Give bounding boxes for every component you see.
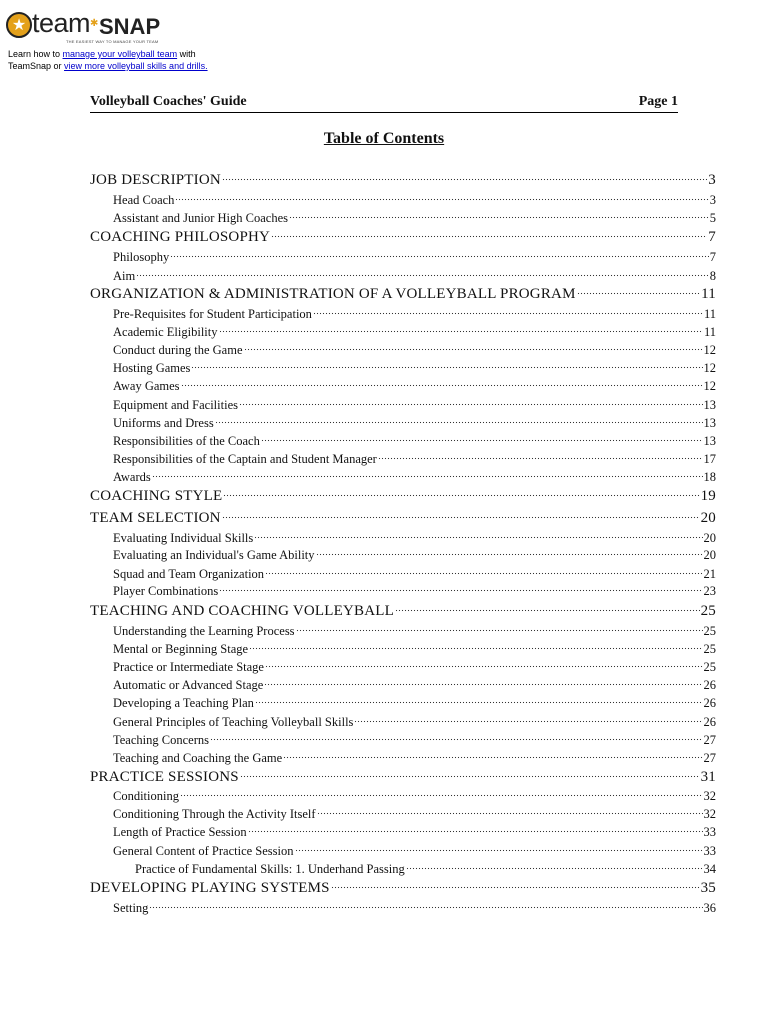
toc-entry[interactable] — [113, 641, 716, 657]
toc-entry-page: 36 — [703, 901, 716, 915]
toc-dot-leader — [265, 566, 702, 578]
toc-dot-leader — [316, 547, 703, 559]
toc-entry[interactable] — [113, 469, 716, 485]
toc-entry-title: Practice or Intermediate Stage — [113, 660, 264, 674]
toc-entry[interactable] — [113, 192, 716, 208]
toc-entry-title: Equipment and Facilities — [113, 398, 238, 412]
toc-dot-leader — [264, 677, 702, 689]
toc-entry-page: 13 — [703, 416, 716, 430]
toc-entry-page: 12 — [703, 361, 716, 375]
toc-entry[interactable] — [90, 510, 716, 527]
toc-entry[interactable] — [113, 306, 716, 322]
toc-entry-page: 7 — [708, 229, 716, 245]
toc-entry-page: 8 — [709, 269, 716, 283]
toc-title: Table of Contents — [323, 130, 445, 147]
toc-entry-title: Head Coach — [113, 193, 175, 207]
page-number: Page 1 — [638, 94, 678, 109]
toc-entry-title: Aim — [113, 269, 136, 283]
toc-entry-title: Understanding the Learning Process — [113, 624, 295, 638]
toc-entry[interactable] — [113, 324, 716, 340]
document-title: Volleyball Coaches' Guide — [90, 94, 247, 109]
toc-dot-leader — [149, 900, 702, 912]
toc-entry[interactable] — [113, 249, 716, 265]
toc-entry-page: 11 — [701, 286, 716, 302]
toc-entry-title: Hosting Games — [113, 361, 191, 375]
toc-entry[interactable] — [113, 342, 716, 358]
toc-dot-leader — [152, 469, 703, 481]
toc-dot-leader — [175, 192, 708, 204]
toc-dot-leader — [223, 488, 699, 500]
toc-entry-page: 33 — [703, 825, 716, 839]
toc-entry[interactable] — [113, 268, 716, 284]
toc-entry-page: 32 — [703, 807, 716, 821]
toc-entry[interactable] — [113, 659, 716, 675]
toc-entry-page: 17 — [703, 452, 716, 466]
toc-dot-leader — [395, 603, 700, 615]
toc-entry[interactable] — [90, 880, 716, 897]
toc-entry-title: Away Games — [113, 379, 180, 393]
toc-dot-leader — [136, 268, 709, 280]
toc-entry[interactable] — [90, 488, 716, 505]
toc-entry-page: 32 — [703, 789, 716, 803]
toc-dot-leader — [170, 249, 708, 261]
toc-entry[interactable] — [113, 824, 716, 840]
toc-dot-leader — [215, 415, 703, 427]
logo-snap-text: SNAP — [99, 14, 161, 39]
toc-entry[interactable] — [113, 547, 716, 563]
toc-entry[interactable] — [113, 360, 716, 376]
toc-entry-page: 11 — [703, 325, 716, 339]
toc-entry[interactable] — [113, 750, 716, 766]
toc-entry[interactable] — [113, 583, 716, 599]
toc-dot-leader — [271, 229, 707, 241]
toc-dot-leader — [222, 172, 707, 184]
toc-entry-title: Conditioning — [113, 789, 179, 803]
toc-entry[interactable] — [113, 732, 716, 748]
promo-text — [8, 48, 208, 72]
toc-entry-title: Automatic or Advanced Stage — [113, 678, 264, 692]
toc-dot-leader — [219, 324, 703, 336]
toc-entry-title: Developing a Teaching Plan — [113, 696, 254, 710]
toc-dot-leader — [317, 806, 703, 818]
toc-entry-page: 12 — [703, 379, 716, 393]
promo-line-1 — [8, 48, 208, 60]
toc-dot-leader — [239, 397, 703, 409]
toc-dot-leader — [354, 714, 702, 726]
toc-entry-title: JOB DESCRIPTION — [90, 172, 221, 188]
toc-dot-leader — [289, 210, 709, 222]
toc-dot-leader — [378, 451, 703, 463]
toc-entry[interactable] — [90, 172, 716, 189]
toc-entry[interactable] — [113, 415, 716, 431]
toc-entry-page: 25 — [703, 624, 716, 638]
toc-dot-leader — [283, 750, 702, 762]
toc-entry-page: 19 — [700, 488, 716, 504]
toc-entry-page: 23 — [703, 584, 716, 598]
toc-dot-leader — [295, 843, 703, 855]
toc-entry-title: TEAM SELECTION — [90, 510, 221, 526]
toc-entry-title: TEACHING AND COACHING VOLLEYBALL — [90, 603, 395, 619]
toc-dot-leader — [191, 360, 702, 372]
toc-entry-page: 7 — [709, 250, 716, 264]
promo-line-2 — [8, 60, 208, 72]
toc-entry-title: Evaluating an Individual's Game Ability — [113, 548, 315, 562]
toc-entry-page: 20 — [703, 548, 716, 562]
toc-entry-page: 26 — [703, 678, 716, 692]
toc-entry-page: 13 — [703, 434, 716, 448]
toc-entry-title: COACHING STYLE — [90, 488, 223, 504]
toc-entry[interactable] — [113, 378, 716, 394]
promo-line-1-prefix: Learn how to — [8, 49, 63, 59]
star-icon: ★ — [6, 12, 32, 38]
toc-entry-page: 3 — [708, 172, 716, 188]
toc-entry-page: 25 — [703, 660, 716, 674]
toc-entry-page: 11 — [703, 307, 716, 321]
toc-entry[interactable] — [113, 530, 716, 546]
toc-entry-title: Awards — [113, 470, 151, 484]
toc-entry-page: 31 — [700, 769, 716, 785]
toc-entry[interactable] — [113, 451, 716, 467]
teamsnap-logo — [6, 8, 161, 44]
toc-entry[interactable] — [90, 603, 716, 620]
toc-entry-page: 27 — [703, 751, 716, 765]
toc-entry-title: Philosophy — [113, 250, 170, 264]
toc-dot-leader — [181, 378, 703, 390]
toc-dot-leader — [244, 342, 703, 354]
toc-dot-leader — [265, 659, 703, 671]
toc-entry-page: 20 — [703, 531, 716, 545]
toc-dot-leader — [296, 623, 703, 635]
toc-entry-title: Academic Eligibility — [113, 325, 218, 339]
toc-entry-title: Uniforms and Dress — [113, 416, 214, 430]
toc-dot-leader — [249, 641, 702, 653]
toc-entry[interactable] — [113, 806, 716, 822]
toc-dot-leader — [577, 286, 701, 298]
toc-entry[interactable] — [113, 623, 716, 639]
toc-entry[interactable] — [113, 843, 716, 859]
toc-entry-title: Conduct during the Game — [113, 343, 243, 357]
toc-entry-title: Responsibilities of the Coach — [113, 434, 260, 448]
page-header — [90, 94, 678, 113]
toc-entry-page: 3 — [709, 193, 716, 207]
toc-entry[interactable] — [113, 566, 716, 582]
toc-entry-title: ORGANIZATION & ADMINISTRATION OF A VOLLEYBALL PROGRAM — [90, 286, 576, 302]
toc-dot-leader — [255, 695, 703, 707]
logo-team-text: team — [32, 8, 91, 38]
toc-dot-leader — [248, 824, 703, 836]
toc-entry-page: 34 — [703, 862, 716, 876]
toc-entry[interactable] — [113, 677, 716, 693]
toc-entry[interactable] — [113, 397, 716, 413]
toc-entry-page: 35 — [700, 880, 716, 896]
toc-dot-leader — [240, 769, 700, 781]
toc-entry-page: 33 — [703, 844, 716, 858]
toc-entry-title: DEVELOPING PLAYING SYSTEMS — [90, 880, 330, 896]
toc-entry[interactable] — [90, 229, 716, 246]
toc-entry-title: Squad and Team Organization — [113, 567, 265, 581]
promo-line-1-suffix: with — [177, 49, 196, 59]
toc-entry-title: Practice of Fundamental Skills: 1. Underhand Passing — [135, 862, 405, 876]
logo-separator-icon: ✱ — [90, 18, 99, 29]
toc-entry[interactable] — [113, 433, 716, 449]
toc-entry-title: COACHING PHILOSOPHY — [90, 229, 271, 245]
toc-dot-leader — [222, 510, 700, 522]
toc-entry-title: Responsibilities of the Captain and Student Manager — [113, 452, 377, 466]
toc-entry-title: General Content of Practice Session — [113, 844, 294, 858]
toc-entry-page: 13 — [703, 398, 716, 412]
toc-entry-page: 25 — [700, 603, 716, 619]
toc-dot-leader — [261, 433, 703, 445]
toc-entry-title: Pre-Requisites for Student Participation — [113, 307, 312, 321]
manage-team-link[interactable]: manage your volleyball team — [62, 49, 178, 59]
toc-entry-page: 25 — [703, 642, 716, 656]
toc-entry-title: Teaching and Coaching the Game — [113, 751, 283, 765]
toc-entry-title: PRACTICE SESSIONS — [90, 769, 239, 785]
toc-entry-page: 21 — [703, 567, 716, 581]
toc-dot-leader — [219, 583, 702, 595]
toc-dot-leader — [210, 732, 703, 744]
toc-entry-page: 5 — [709, 211, 716, 225]
toc-entry-page: 20 — [700, 510, 716, 526]
toc-entry-page: 27 — [703, 733, 716, 747]
toc-dot-leader — [406, 861, 703, 873]
toc-entry-title: Length of Practice Session — [113, 825, 247, 839]
toc-entry-title: Conditioning Through the Activity Itself — [113, 807, 316, 821]
toc-entry-page: 18 — [703, 470, 716, 484]
toc-entry-title: Player Combinations — [113, 584, 219, 598]
toc-entry-title: Evaluating Individual Skills — [113, 531, 254, 545]
view-drills-link[interactable]: view more volleyball skills and drills. — [64, 61, 208, 71]
toc-entry[interactable] — [113, 900, 716, 916]
toc-entry-title: Teaching Concerns — [113, 733, 209, 747]
toc-dot-leader — [254, 530, 702, 542]
toc-dot-leader — [313, 306, 703, 318]
toc-entry-title: Mental or Beginning Stage — [113, 642, 249, 656]
logo-tagline: THE EASIEST WAY TO MANAGE YOUR TEAM — [66, 39, 159, 44]
toc-entry[interactable] — [90, 286, 716, 303]
toc-entry-page: 12 — [703, 343, 716, 357]
promo-line-2-prefix: TeamSnap or — [8, 61, 65, 71]
toc-entry-page: 26 — [703, 715, 716, 729]
toc-dot-leader — [180, 788, 703, 800]
toc-entry-page: 26 — [703, 696, 716, 710]
toc-entry[interactable] — [113, 788, 716, 804]
toc-entry-title: General Principles of Teaching Volleyball Skills — [113, 715, 354, 729]
toc-entry[interactable] — [113, 210, 716, 226]
toc-entry[interactable] — [135, 861, 716, 877]
toc-entry-title: Setting — [113, 901, 149, 915]
toc-entry[interactable] — [113, 714, 716, 730]
toc-dot-leader — [331, 880, 700, 892]
toc-entry-title: Assistant and Junior High Coaches — [113, 211, 288, 225]
toc-entry[interactable] — [90, 769, 716, 786]
toc-entry[interactable] — [113, 695, 716, 711]
